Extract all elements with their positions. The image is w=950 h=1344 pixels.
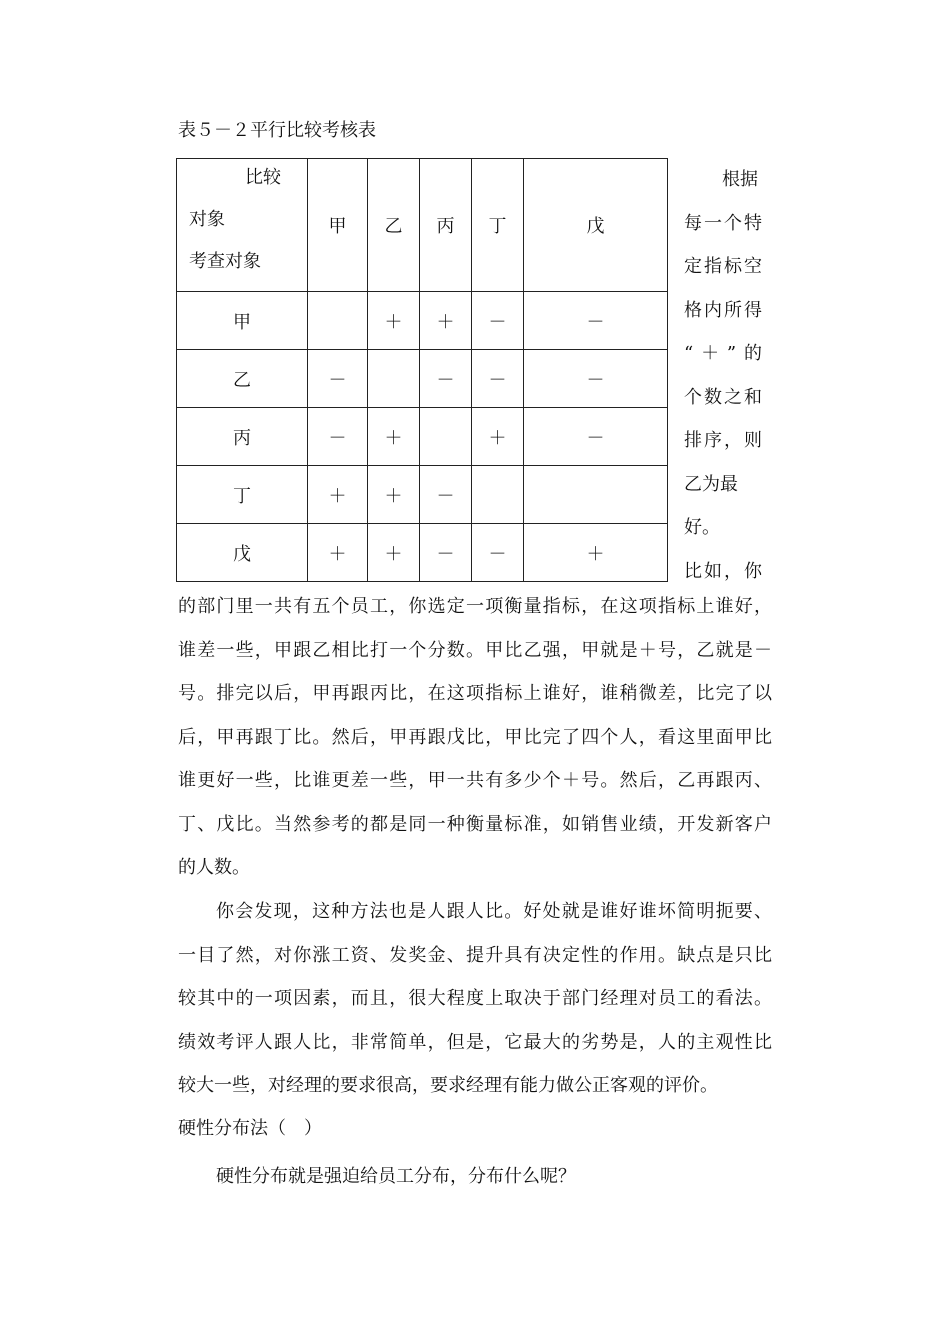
table-cell <box>472 466 524 524</box>
paragraph-1 <box>178 585 772 890</box>
column-header: 戊 <box>524 159 668 292</box>
section-heading: 硬性分布法（ ） <box>178 1118 322 1139</box>
table-cell: － <box>420 466 472 524</box>
table-row <box>177 292 668 350</box>
side-text-line: 排序，则 <box>684 430 762 451</box>
table-cell: － <box>308 408 368 466</box>
table-cell: ＋ <box>368 524 420 582</box>
table-row <box>177 350 668 408</box>
text-line: 较其中的一项因素，而且，很大程度上取决于部门经理对员工的看法。 <box>178 988 772 1009</box>
table-cell: ＋ <box>472 408 524 466</box>
side-text-line: 个数之和 <box>684 386 762 408</box>
column-header: 甲 <box>308 159 368 292</box>
table-cell <box>368 350 420 408</box>
text-line: 的部门里一共有五个员工，你选定一项衡量指标，在这项指标上谁好， <box>178 596 772 617</box>
table-cell: － <box>524 292 668 350</box>
table-cell: ＋ <box>308 466 368 524</box>
text-line: 谁更好一些，比谁更差一些，甲一共有多少个＋号。然后，乙再跟丙、 <box>178 770 772 791</box>
side-text-line: 格内所得 <box>684 299 762 321</box>
text-line: 丁、戊比。当然参考的都是同一种衡量标准，如销售业绩，开发新客户 <box>178 813 772 835</box>
table-cell: ＋ <box>368 408 420 466</box>
text-line: 谁差一些，甲跟乙相比打一个分数。甲比乙强，甲就是＋号，乙就是－ <box>178 639 772 661</box>
row-header: 丙 <box>177 408 308 466</box>
column-header: 乙 <box>368 159 420 292</box>
table-cell <box>308 292 368 350</box>
header-compare-label: 比较 <box>245 167 281 188</box>
table-caption: 表５－２平行比较考核表 <box>178 120 376 141</box>
table-cell <box>524 466 668 524</box>
header-diagonal-cell <box>177 159 308 292</box>
paragraph-3: 硬性分布就是强迫给员工分布，分布什么呢？ <box>216 1166 576 1187</box>
header-examinee-label: 考查对象 <box>189 251 261 272</box>
side-text-line: 根据 <box>722 169 758 190</box>
text-line: 后，甲再跟丁比。然后，甲再跟戊比，甲比完了四个人，看这里面甲比 <box>178 726 772 748</box>
comparison-table <box>176 158 668 582</box>
table-cell: ＋ <box>368 466 420 524</box>
side-text-line: 定指标空 <box>684 256 762 277</box>
text-line: 号。排完以后，甲再跟丙比，在这项指标上谁好，谁稍微差，比完了以 <box>178 683 772 704</box>
table-row <box>177 408 668 466</box>
paragraph-2 <box>178 890 772 1108</box>
table-row <box>177 466 668 524</box>
table-cell: － <box>524 350 668 408</box>
table-cell: ＋ <box>420 292 472 350</box>
header-object-label: 对象 <box>189 209 225 230</box>
table-row <box>177 524 668 582</box>
side-text-line: 每一个特 <box>684 212 762 234</box>
side-text-column <box>684 158 762 593</box>
table-cell: － <box>420 350 472 408</box>
table-cell: － <box>308 350 368 408</box>
table-cell: ＋ <box>368 292 420 350</box>
table-cell: － <box>472 524 524 582</box>
row-header: 戊 <box>177 524 308 582</box>
side-text-line: 比如，你 <box>684 560 762 582</box>
row-header: 乙 <box>177 350 308 408</box>
table-cell: － <box>472 292 524 350</box>
text-line: 的人数。 <box>178 857 250 878</box>
table-cell: － <box>420 524 472 582</box>
text-line: 一目了然，对你涨工资、发奖金、提升具有决定性的作用。缺点是只比 <box>178 944 772 966</box>
table-cell <box>420 408 472 466</box>
column-header: 丙 <box>420 159 472 292</box>
table-cell: － <box>472 350 524 408</box>
side-text-line: 乙为最 <box>684 473 738 495</box>
text-line: 绩效考评人跟人比，非常简单，但是，它最大的劣势是，人的主观性比 <box>178 1031 772 1053</box>
side-text-line: “＋”的 <box>684 343 762 364</box>
column-header: 丁 <box>472 159 524 292</box>
table-cell: ＋ <box>308 524 368 582</box>
side-text-line: 好。 <box>684 517 720 538</box>
text-line: 你会发现，这种方法也是人跟人比。好处就是谁好谁坏简明扼要、 <box>216 901 772 922</box>
row-header: 甲 <box>177 292 308 350</box>
table-cell: ＋ <box>524 524 668 582</box>
row-header: 丁 <box>177 466 308 524</box>
text-line: 较大一些，对经理的要求很高，要求经理有能力做公正客观的评价。 <box>178 1075 718 1096</box>
table-cell: － <box>524 408 668 466</box>
